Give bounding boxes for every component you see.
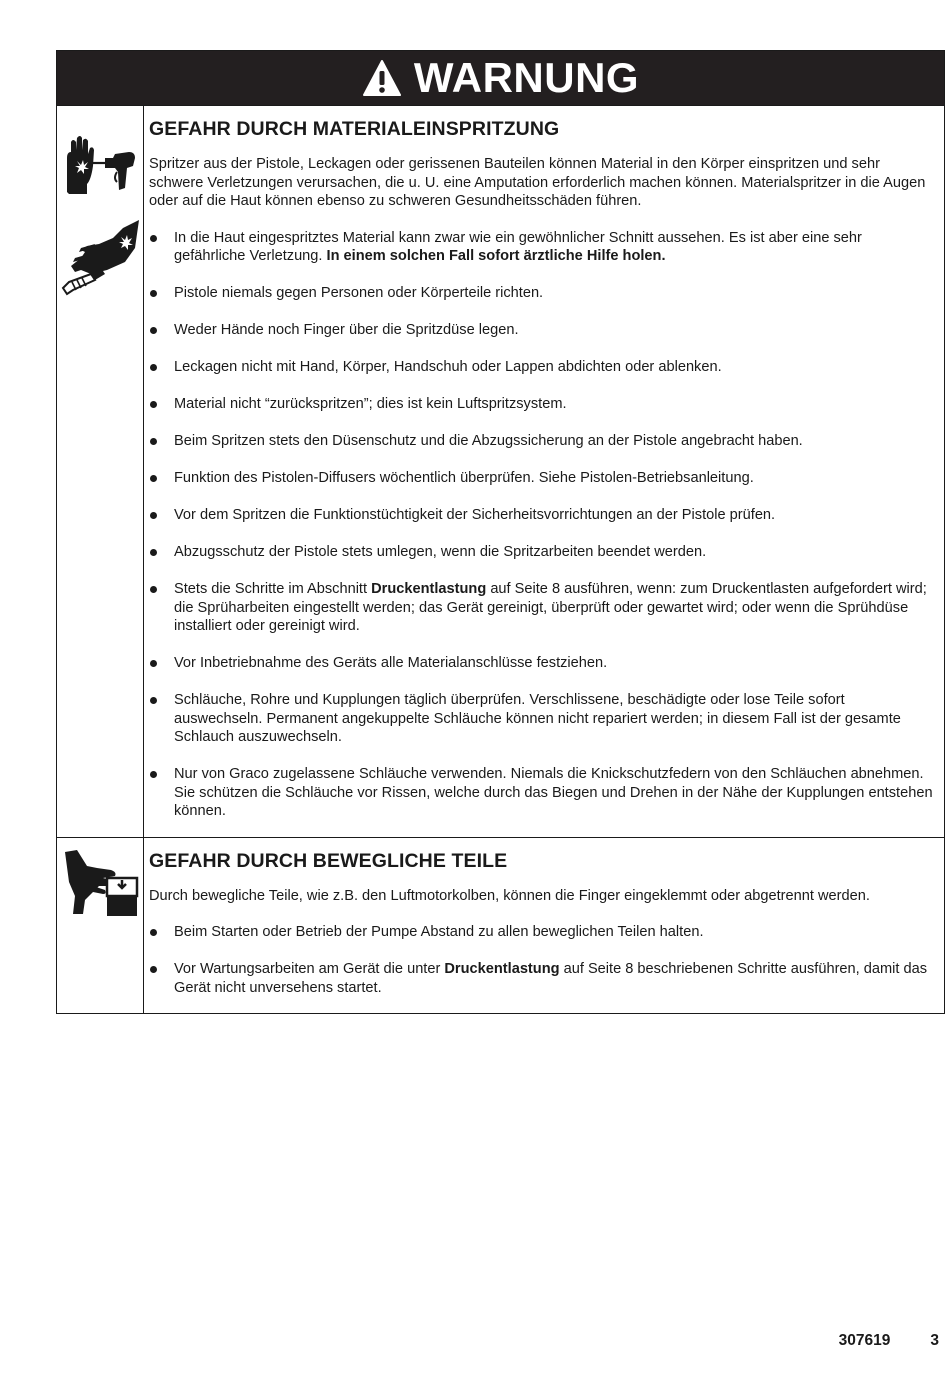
bullet-dot <box>150 512 157 519</box>
section-title: GEFAHR DURCH MATERIALEINSPRITZUNG <box>149 118 560 140</box>
bullet-dot <box>150 364 157 371</box>
bullet-list <box>149 923 934 997</box>
list-item: Funktion des Pistolen-Diffusers wöchentlich überprüfen. Siehe Pistolen-Betriebsanleitung. <box>149 469 934 488</box>
section-title: GEFAHR DURCH BEWEGLICHE TEILE <box>149 849 508 872</box>
section-intro: Spritzer aus der Pistole, Leckagen oder gerissenen Bauteilen können Material in den Körper einspritzen und sehr schwere Verletzungen verursachen, die u. U. eine Amputation erforderlich machen können. Materialspritzer in die Augen oder auf die Haut können ebenso zu schweren Gesundheitsschäden führen. <box>149 156 926 209</box>
bullet-dot <box>150 401 157 408</box>
moving-parts-hazard-icons <box>57 838 144 1014</box>
moving-parts-hazard-section <box>57 838 944 1014</box>
hand-hose-injection-icon <box>61 218 141 298</box>
warning-box <box>56 50 945 1014</box>
bullet-dot <box>150 966 157 973</box>
list-item: Beim Starten oder Betrieb der Pumpe Abstand zu allen beweglichen Teilen halten. <box>149 923 934 942</box>
injection-hazard-text <box>144 106 944 837</box>
page-footer <box>839 1332 939 1350</box>
list-item: Vor dem Spritzen die Funktionstüchtigkeit der Sicherheitsvorrichtungen an der Pistole prüfen. <box>149 506 934 525</box>
warning-header <box>57 51 944 106</box>
list-item: Material nicht “zurückspritzen”; dies ist kein Luftspritzsystem. <box>149 395 934 414</box>
bullet-dot <box>150 660 157 667</box>
list-item: Leckagen nicht mit Hand, Körper, Handschuh oder Lappen abdichten oder ablenken. <box>149 358 934 377</box>
bullet-dot <box>150 586 157 593</box>
warning-triangle-icon <box>362 59 402 97</box>
page-number: 3 <box>930 1332 939 1349</box>
moving-parts-hazard-text <box>144 838 944 1014</box>
bullet-dot <box>150 697 157 704</box>
injection-hazard-section <box>57 106 944 838</box>
bullet-list <box>149 229 934 821</box>
bullet-dot <box>150 327 157 334</box>
list-item: Beim Spritzen stets den Düsenschutz und die Abzugssicherung an der Pistole angebracht haben. <box>149 432 934 451</box>
list-item: Vor Inbetriebnahme des Geräts alle Materialanschlüsse festziehen. <box>149 654 934 673</box>
bullet-dot <box>150 290 157 297</box>
hand-spray-gun-injection-icon <box>61 132 141 202</box>
list-item: In die Haut eingespritztes Material kann zwar wie ein gewöhnlicher Schnitt aussehen. Es ist aber eine sehr gefährliche Verletzung. In einem solchen Fall sofort ärztliche Hilfe holen. <box>149 229 934 266</box>
list-item: Weder Hände noch Finger über die Spritzdüse legen. <box>149 321 934 340</box>
list-item: Pistole niemals gegen Personen oder Körperteile richten. <box>149 284 934 303</box>
bullet-dot <box>150 438 157 445</box>
list-item: Nur von Graco zugelassene Schläuche verwenden. Niemals die Knickschutzfedern von den Schläuchen abnehmen. Sie schützen die Schläuche vor Rissen, welche durch das Biegen und Drehen in der Nähe der Kupplungen entstehen können. <box>149 765 934 821</box>
bullet-dot <box>150 929 157 936</box>
hand-moving-parts-icon <box>63 848 139 918</box>
injection-hazard-icons <box>57 106 144 837</box>
list-item: Vor Wartungsarbeiten am Gerät die unter Druckentlastung auf Seite 8 beschriebenen Schritte ausführen, damit das Gerät nicht unversehens startet. <box>149 960 934 997</box>
bullet-dot <box>150 235 157 242</box>
section-intro: Durch bewegliche Teile, wie z.B. den Luftmotorkolben, können die Finger eingeklemmt oder abgetrennt werden. <box>149 887 870 904</box>
bullet-dot <box>150 771 157 778</box>
bullet-dot <box>150 475 157 482</box>
list-item: Schläuche, Rohre und Kupplungen täglich überprüfen. Verschlissene, beschädigte oder lose Teile sofort auswechseln. Permanent angekuppelte Schläuche können nicht repariert werden; in diesem Fall ist der gesamte Schlauch auszuwechseln. <box>149 691 934 747</box>
warning-title: WARNUNG <box>413 54 640 101</box>
list-item: Abzugsschutz der Pistole stets umlegen, wenn die Spritzarbeiten beendet werden. <box>149 543 934 562</box>
document-number: 307619 <box>838 1332 891 1349</box>
list-item: Stets die Schritte im Abschnitt Druckentlastung auf Seite 8 ausführen, wenn: zum Druckentlasten aufgefordert wird; die Sprüharbeiten eingestellt werden; das Gerät gereinigt, überprüft oder gewartet wird; oder wenn die Sprühdüse installiert oder gereinigt wird. <box>149 580 934 636</box>
bullet-dot <box>150 549 157 556</box>
